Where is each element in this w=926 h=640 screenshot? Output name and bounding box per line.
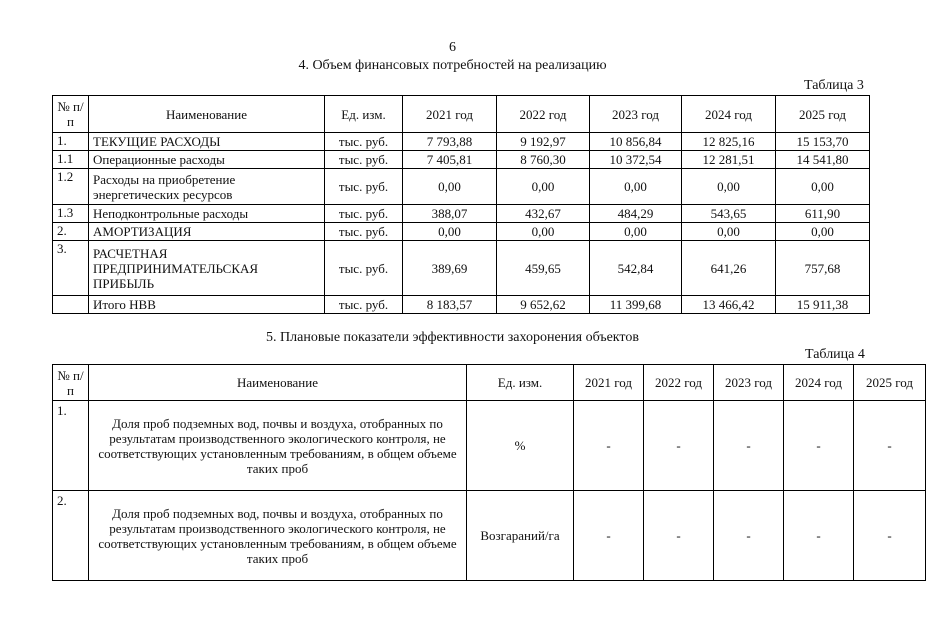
value-2025: 14 541,80 [776, 151, 870, 169]
header-cell-2022: 2022 год [497, 96, 590, 133]
value-2022: 9 192,97 [497, 133, 590, 151]
value-2022: 459,65 [497, 241, 590, 296]
table-total-row [53, 296, 870, 314]
value-2025: 0,00 [776, 169, 870, 205]
header-cell-2023: 2023 год [714, 365, 784, 401]
table-4-caption: Таблица 4 [805, 347, 865, 362]
value-2021: 388,07 [403, 205, 497, 223]
header-cell-2023: 2023 год [590, 96, 682, 133]
header-cell-number: № п/п [53, 365, 89, 401]
row-number: 1. [53, 401, 89, 491]
row-name: Доля проб подземных вод, почвы и воздуха, отобранных по результатам производственного экологического контроля, не соответствующих установленным требованиям, в общем объеме таких проб [89, 401, 467, 491]
row-number: 3. [53, 241, 89, 296]
value-2021: 7 793,88 [403, 133, 497, 151]
table-row [53, 491, 926, 581]
value-2025: 15 911,38 [776, 296, 870, 314]
table-row [53, 223, 870, 241]
value-2022: - [644, 491, 714, 581]
value-2022: 432,67 [497, 205, 590, 223]
value-2021: 389,69 [403, 241, 497, 296]
header-cell-2021: 2021 год [574, 365, 644, 401]
value-2021: 7 405,81 [403, 151, 497, 169]
table-row [53, 401, 926, 491]
header-cell-unit: Ед. изм. [325, 96, 403, 133]
header-cell-2021: 2021 год [403, 96, 497, 133]
table-3-caption: Таблица 3 [804, 78, 864, 93]
value-2025: 0,00 [776, 223, 870, 241]
header-cell-unit: Ед. изм. [467, 365, 574, 401]
value-2025: 611,90 [776, 205, 870, 223]
value-2023: 0,00 [590, 169, 682, 205]
value-2021: 0,00 [403, 223, 497, 241]
value-2025: - [854, 401, 926, 491]
value-2023: - [714, 491, 784, 581]
section-4-title: 4. Объем финансовых потребностей на реализацию [298, 58, 607, 73]
row-unit: тыс. руб. [325, 223, 403, 241]
efficiency-indicators-table [52, 364, 926, 581]
row-number: 1. [53, 133, 89, 151]
value-2023: 10 856,84 [590, 133, 682, 151]
row-number: 1.1 [53, 151, 89, 169]
table-row [53, 205, 870, 223]
value-2025: 757,68 [776, 241, 870, 296]
financial-needs-table [52, 95, 870, 314]
row-name: ТЕКУЩИЕ РАСХОДЫ [89, 133, 325, 151]
value-2021: - [574, 401, 644, 491]
value-2024: 0,00 [682, 223, 776, 241]
value-2025: - [854, 491, 926, 581]
header-cell-2025: 2025 год [854, 365, 926, 401]
header-cell-2024: 2024 год [682, 96, 776, 133]
table-row [53, 151, 870, 169]
row-name: Расходы на приобретение энергетических ресурсов [89, 169, 325, 205]
value-2024: 641,26 [682, 241, 776, 296]
value-2023: 542,84 [590, 241, 682, 296]
value-2021: 8 183,57 [403, 296, 497, 314]
value-2024: 0,00 [682, 169, 776, 205]
row-number: 1.2 [53, 169, 89, 205]
value-2024: 543,65 [682, 205, 776, 223]
header-cell-2024: 2024 год [784, 365, 854, 401]
row-unit: Возгараний/га [467, 491, 574, 581]
row-unit: тыс. руб. [325, 133, 403, 151]
row-name: Доля проб подземных вод, почвы и воздуха, отобранных по результатам производственного экологического контроля, не соответствующих установленным требованиям, в общем объеме таких проб [89, 491, 467, 581]
value-2023: 0,00 [590, 223, 682, 241]
page-number: 6 [449, 40, 456, 55]
row-name: Неподконтрольные расходы [89, 205, 325, 223]
value-2023: 10 372,54 [590, 151, 682, 169]
row-name: РАСЧЕТНАЯ ПРЕДПРИНИМАТЕЛЬСКАЯ ПРИБЫЛЬ [89, 241, 325, 296]
value-2024: - [784, 491, 854, 581]
value-2025: 15 153,70 [776, 133, 870, 151]
value-2022: 9 652,62 [497, 296, 590, 314]
row-unit: % [467, 401, 574, 491]
table-row [53, 241, 870, 296]
value-2024: 12 825,16 [682, 133, 776, 151]
row-unit: тыс. руб. [325, 205, 403, 223]
value-2022: 8 760,30 [497, 151, 590, 169]
value-2023: 484,29 [590, 205, 682, 223]
row-unit: тыс. руб. [325, 241, 403, 296]
table-row [53, 133, 870, 151]
header-cell-2025: 2025 год [776, 96, 870, 133]
row-number: 1.3 [53, 205, 89, 223]
row-name: АМОРТИЗАЦИЯ [89, 223, 325, 241]
header-cell-name: Наименование [89, 365, 467, 401]
header-cell-name: Наименование [89, 96, 325, 133]
value-2022: - [644, 401, 714, 491]
header-cell-2022: 2022 год [644, 365, 714, 401]
value-2024: - [784, 401, 854, 491]
value-2022: 0,00 [497, 223, 590, 241]
value-2024: 13 466,42 [682, 296, 776, 314]
value-2021: - [574, 491, 644, 581]
value-2022: 0,00 [497, 169, 590, 205]
row-unit: тыс. руб. [325, 296, 403, 314]
row-number: 2. [53, 223, 89, 241]
row-name: Итого НВВ [89, 296, 325, 314]
value-2024: 12 281,51 [682, 151, 776, 169]
table-header-row [53, 96, 870, 133]
value-2023: - [714, 401, 784, 491]
table-header-row [53, 365, 926, 401]
row-unit: тыс. руб. [325, 169, 403, 205]
value-2021: 0,00 [403, 169, 497, 205]
row-number [53, 296, 89, 314]
header-cell-number: № п/п [53, 96, 89, 133]
row-unit: тыс. руб. [325, 151, 403, 169]
row-number: 2. [53, 491, 89, 581]
row-name: Операционные расходы [89, 151, 325, 169]
table-row [53, 169, 870, 205]
section-5-title: 5. Плановые показатели эффективности захоронения объектов [266, 330, 639, 345]
value-2023: 11 399,68 [590, 296, 682, 314]
